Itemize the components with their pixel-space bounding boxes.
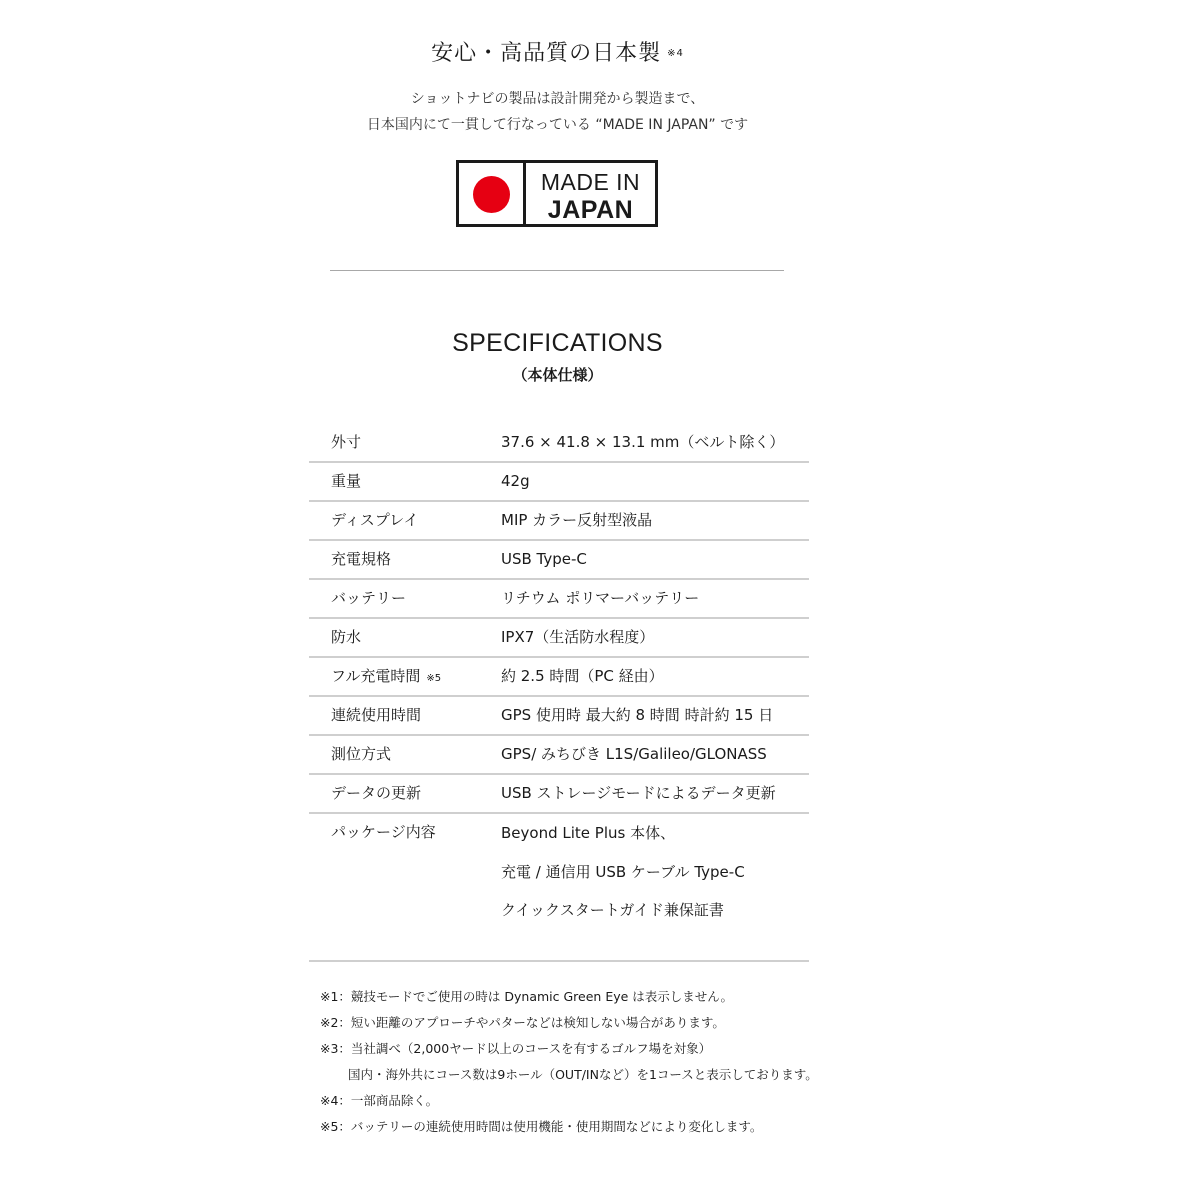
specifications-subtitle: （本体仕様） [512,366,603,384]
spec-row-dimensions [309,424,809,463]
japan-flag-sun [473,176,510,213]
spec-value: IPX7（生活防水程度） [501,628,655,646]
spec-row-full-charge-time [309,658,809,697]
table-bottom-divider [309,960,809,962]
made-in-japan-title [0,36,1115,72]
spec-label-text: 外寸 [331,433,362,451]
package-item: 充電 / 通信用 USB ケーブル Type-C [501,862,745,881]
spec-value: リチウム ポリマーバッテリー [501,589,700,607]
spec-row-positioning [309,736,809,775]
spec-label [331,775,421,812]
footnote-1: ※1：競技モードでご使用の時は Dynamic Green Eye は表示しません。 [320,989,734,1004]
spec-label [331,658,441,697]
spec-value-list [501,814,745,930]
spec-label-text: ディスプレイ [331,511,419,529]
spec-label-note: ※5 [426,673,442,684]
spec-label [331,736,391,773]
spec-row-battery [309,580,809,619]
spec-row-display [309,502,809,541]
footnote-5: ※5：バッテリーの連続使用時間は使用機能・使用期間などにより変化します。 [320,1119,763,1134]
spec-label [331,463,361,500]
made-in-japan-description-line1: ショットナビの製品は設計開発から製造まで、 [410,91,705,107]
footnote-2: ※2：短い距離のアプローチやパターなどは検知しない場合があります。 [320,1015,725,1030]
spec-label-text: データの更新 [331,784,422,802]
spec-row-continuous-use-time [309,697,809,736]
made-in-japan-description [0,86,1115,138]
spec-label-text: バッテリー [331,589,407,607]
specifications-table [309,424,809,964]
japan-flag-icon [459,163,526,224]
badge-line2: JAPAN [547,196,634,224]
spec-value: 42g [501,472,530,490]
footnotes [320,984,840,1140]
footnote-3-continuation: 国内・海外共にコース数は9ホール（OUT/INなど）を1コースと表示しております。 [348,1067,818,1082]
spec-label [331,619,361,656]
spec-row-data-update [309,775,809,814]
spec-label-text: 測位方式 [331,745,392,763]
package-item: クイックスタートガイド兼保証書 [501,901,724,919]
made-in-japan-title-note: ※4 [667,48,684,59]
footnote-4: ※4：一部商品除く。 [320,1093,439,1108]
badge-line1: MADE IN [540,169,641,195]
spec-label [331,541,391,578]
spec-value: GPS/ みちびき L1S/Galileo/GLONASS [501,745,767,763]
made-in-japan-title-text: 安心・高品質の日本製 [431,41,662,66]
spec-label-text: パッケージ内容 [331,823,436,841]
spec-row-weight [309,463,809,502]
made-in-japan-badge [456,160,658,227]
spec-value: MIP カラー反射型液晶 [501,511,653,529]
package-item: Beyond Lite Plus 本体、 [501,824,676,842]
spec-value: USB ストレージモードによるデータ更新 [501,784,776,802]
specifications-title: SPECIFICATIONS [452,329,663,357]
spec-label [331,502,418,539]
spec-label-text: 重量 [331,472,362,490]
spec-value: 37.6 × 41.8 × 13.1 mm（ベルト除く） [501,433,785,451]
footnote-3: ※3：当社調べ（2,000ヤード以上のコースを有するゴルフ場を対象） [320,1041,712,1056]
spec-label [331,814,436,851]
spec-value: USB Type-C [501,550,587,568]
spec-value: 約 2.5 時間（PC 経由） [501,667,664,685]
spec-label [331,697,421,734]
spec-row-charging-standard [309,541,809,580]
spec-value: GPS 使用時 最大約 8 時間 時計約 15 日 [501,706,774,724]
made-in-japan-description-line2: 日本国内にて一貫して行なっている “MADE IN JAPAN” です [366,117,749,133]
spec-label-text: 連続使用時間 [331,706,422,724]
spec-row-package-contents [309,814,809,964]
spec-label [331,580,406,617]
spec-label-text: 充電規格 [331,550,392,568]
spec-label [331,424,361,461]
section-divider [330,270,784,271]
spec-label-text: フル充電時間 [331,667,421,685]
spec-label-text: 防水 [331,628,362,646]
spec-row-waterproof [309,619,809,658]
